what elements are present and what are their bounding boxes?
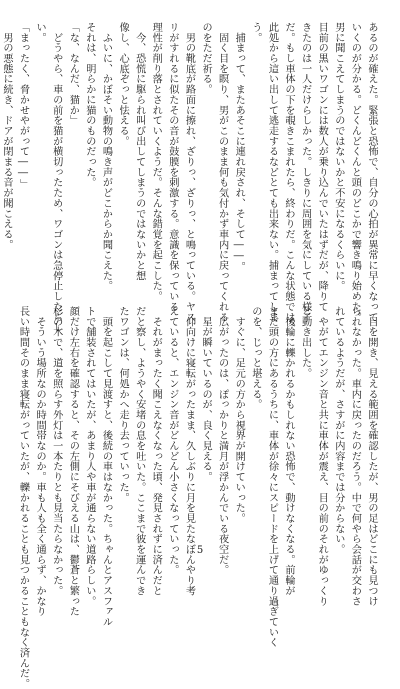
text-line: 「な、なんだ、猫か」 bbox=[67, 22, 79, 126]
text-line: れているようだが、さすがに内容までは分からない。 bbox=[332, 306, 344, 555]
text-line: 杉の木で、道を照らす外灯は一本たりとも見当たらなかった。 bbox=[50, 306, 62, 596]
text-line: 長い時間そのまま寝転がっていたが、轢かれることも見つかることもなく済んだ。 bbox=[17, 306, 29, 689]
text-line: 像し、心底ぞっと怯える。 bbox=[117, 22, 129, 147]
text-line: だ。もし車体の下を覗きこまれたら、終わりだ。こんな状態では、 bbox=[283, 22, 295, 333]
text-line: 目を開き、見える範囲を確認したが、男の足はどこにも見つけ bbox=[366, 306, 377, 607]
upper-text-block bbox=[0, 22, 379, 333]
text-line: 男の靴底が路面に擦れ、ざりっ、ざりっ、と鳴っている。ヤス bbox=[183, 22, 195, 323]
text-line: 頭を起こして見渡すと、後続の車はなかった。ちゃんとアスファル bbox=[100, 306, 112, 627]
text-line: られなかった。車内に戻ったのだろう。中で何やら会話が交わさ bbox=[349, 306, 361, 607]
text-line: 「まったく、脅かせやがって――」 bbox=[17, 22, 29, 190]
text-line: 此処から這い出して逃走するなどとても出来ない。捕まってしま bbox=[266, 22, 278, 323]
text-line: 男に聞こえてしまうのではないかと不安になるくらいに。 bbox=[332, 22, 344, 292]
text-line: 目前の黒いワゴンには数人が乗り込んでいたはずだが、降りて bbox=[316, 22, 328, 312]
text-line: 固く目を瞑り、男がこのまま何も気付かず車内に戻ってくれる bbox=[216, 22, 228, 323]
text-line: 星が瞬いているのが、良く見える。 bbox=[200, 306, 212, 482]
text-line: たワゴンは、何処かへ走り去っていった。 bbox=[117, 306, 129, 503]
text-line: やがてエンジン音と共に車体が震え、目の前のそれがゆっくり bbox=[316, 306, 328, 607]
text-line: だと察し、ようやく安堵の息を吐いた。ここまで彼を運んでき bbox=[133, 306, 145, 596]
text-line: のをただ祈る。 bbox=[200, 22, 212, 95]
text-line: それは、明らかに猫のものだった。 bbox=[83, 22, 95, 188]
text-line: そういう場所なのか時間帯なのか。車も人も全く通らず、かなり bbox=[34, 306, 46, 617]
text-line: 男の悪態に続き、ドアが閉まる音が聞こえる。 bbox=[0, 22, 12, 250]
text-line: い。 bbox=[34, 22, 46, 43]
text-line: 顔だけ左右を確認すると、その左側にそびえる山は、鬱蒼と繁った bbox=[67, 306, 79, 617]
lower-text-block bbox=[14, 306, 379, 689]
text-line: あるのが確えた。緊張と恐怖で、自分の心拍が異常に早くなって bbox=[366, 22, 377, 323]
text-line: どうやら、車の前を猫が横切ったため、ワゴンは急停止したらし bbox=[50, 22, 62, 333]
text-line: すぐに、足元の方から視界が開けていった。 bbox=[233, 306, 245, 524]
text-line: まだ頭の方にあるうちに、車体が徐々にスピードを上げて通り過ぎていく bbox=[266, 306, 278, 648]
text-line: 捕まって、またあそこに連れ戻され、そして――。 bbox=[233, 22, 245, 272]
text-line: いくのが分かる。どくんどくんと頭のどこかで響き鳴り始めた。 bbox=[349, 22, 361, 323]
text-line: 後輪に轢かれるかもしれない恐怖で、動けなくなる。前輪が bbox=[283, 306, 295, 596]
text-line: それがまったく聞こえなくなった頃、発見されずに済んだと bbox=[150, 306, 162, 596]
text-line: のを、じっと堪える。 bbox=[249, 306, 261, 410]
page-number: 5 bbox=[196, 545, 204, 556]
text-line: リがすれるに似たその音が鼓膜を刺激する。意識を保っている bbox=[166, 22, 178, 312]
text-line: 理性が削り落とされていくようだ。そんな錯覚を起こした。 bbox=[150, 22, 162, 302]
text-line: と動き出した。 bbox=[299, 306, 311, 379]
text-line: きたのは一人だけらしかった。しきりに周囲を気にしている様子 bbox=[299, 22, 311, 323]
text-line: う。 bbox=[249, 22, 261, 43]
text-line: ふいに、かぼそい動物の鳴き声がどこからか聞こえた。 bbox=[100, 22, 112, 292]
text-line: えていると、エンジン音がどんどん小さくなっていった。 bbox=[166, 306, 178, 576]
text-line: トで舗装されてはいたが、あまり人や車が通らない道路らしい。 bbox=[83, 306, 95, 607]
text-line: 今、恐慌に駆られ叫び出してしまうのではないかと想 bbox=[133, 22, 145, 281]
text-line: 広がったのは、ぽっかりと満月が浮かんでいる夜空だ。 bbox=[216, 306, 228, 576]
text-line: 仰向けに寝転がったまま、久しぶりに月を見たなぼんやり考 bbox=[183, 306, 195, 596]
